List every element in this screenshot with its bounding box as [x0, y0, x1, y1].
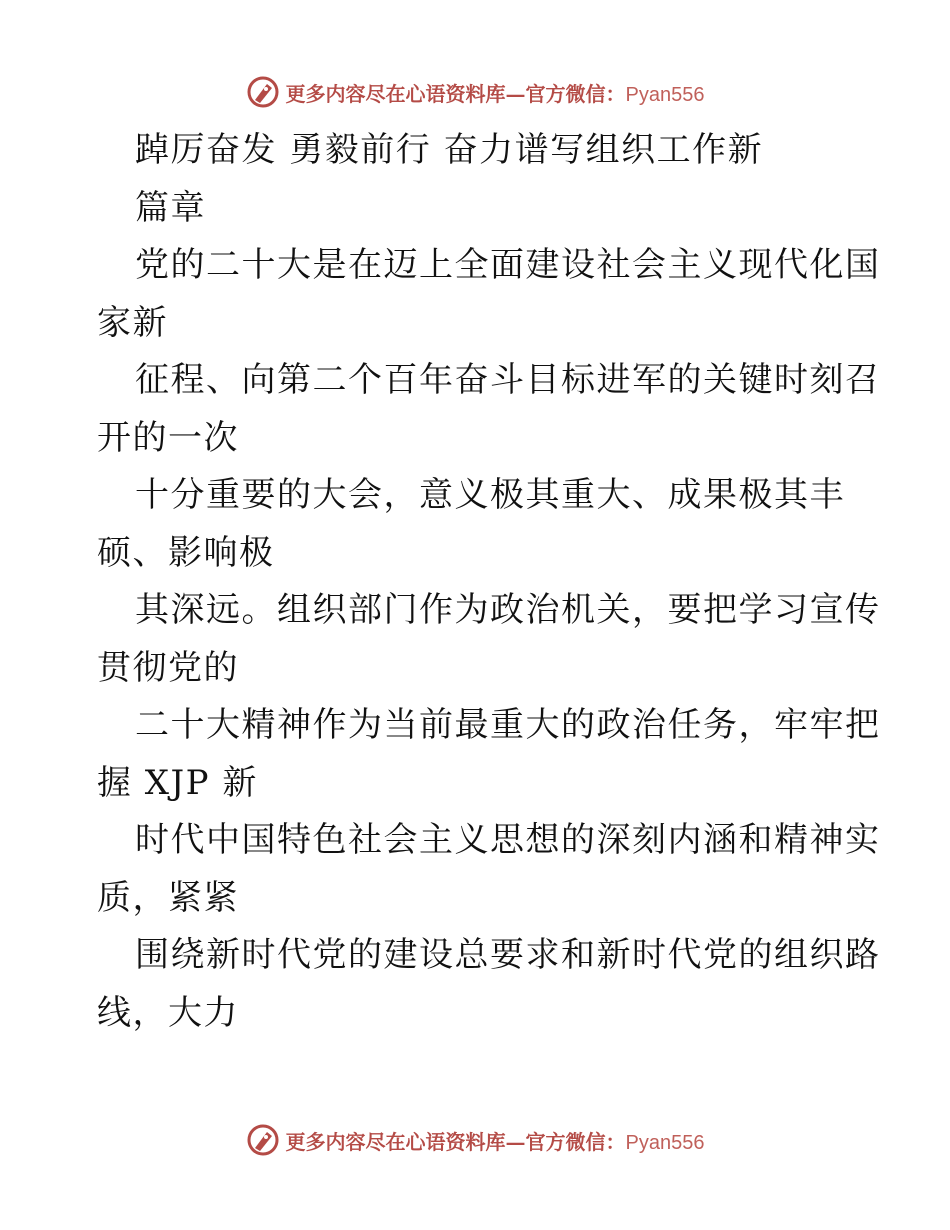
header-banner-text: 更多内容尽在心语资料库—官方微信： [285, 81, 626, 106]
paragraph-line: 线，大力 [97, 992, 239, 1033]
footer-banner-label [286, 1126, 705, 1155]
header-banner-label [286, 78, 705, 107]
paragraph-line: 其深远。组织部门作为政治机关，要把学习宣传 [135, 590, 881, 630]
pen-nib-circle-icon [246, 75, 280, 109]
footer-banner-text: 更多内容尽在心语资料库—官方微信： [285, 1129, 626, 1154]
paragraph-line: 握 XJP 新 [97, 762, 258, 803]
paragraph-line: 硕、影响极 [97, 532, 275, 573]
pen-nib-circle-icon [246, 1123, 280, 1157]
title-line-1: 踔厉奋发 勇毅前行 奋力谱写组织工作新 [135, 130, 764, 170]
document-body [97, 122, 881, 1042]
paragraph-line: 家新 [97, 302, 168, 343]
title-line-2: 篇章 [135, 187, 206, 228]
paragraph-line: 时代中国特色社会主义思想的深刻内涵和精神实 [135, 820, 881, 860]
paragraph-line: 围绕新时代党的建设总要求和新时代党的组织路 [135, 935, 881, 975]
header-banner-id: Pyan556 [625, 83, 705, 106]
paragraph-line: 质，紧紧 [97, 877, 239, 918]
footer-banner-id: Pyan556 [625, 1131, 705, 1154]
paragraph-line: 党的二十大是在迈上全面建设社会主义现代化国 [135, 245, 881, 285]
paragraph-line: 征程、向第二个百年奋斗目标进军的关键时刻召 [135, 360, 881, 400]
paragraph-line: 开的一次 [97, 417, 239, 458]
paragraph-line: 十分重要的大会，意义极其重大、成果极其丰 [135, 475, 845, 515]
paragraph-line: 贯彻党的 [97, 647, 239, 688]
header-banner [0, 72, 950, 112]
footer-banner [0, 1120, 950, 1160]
paragraph-line: 二十大精神作为当前最重大的政治任务，牢牢把 [135, 705, 881, 745]
